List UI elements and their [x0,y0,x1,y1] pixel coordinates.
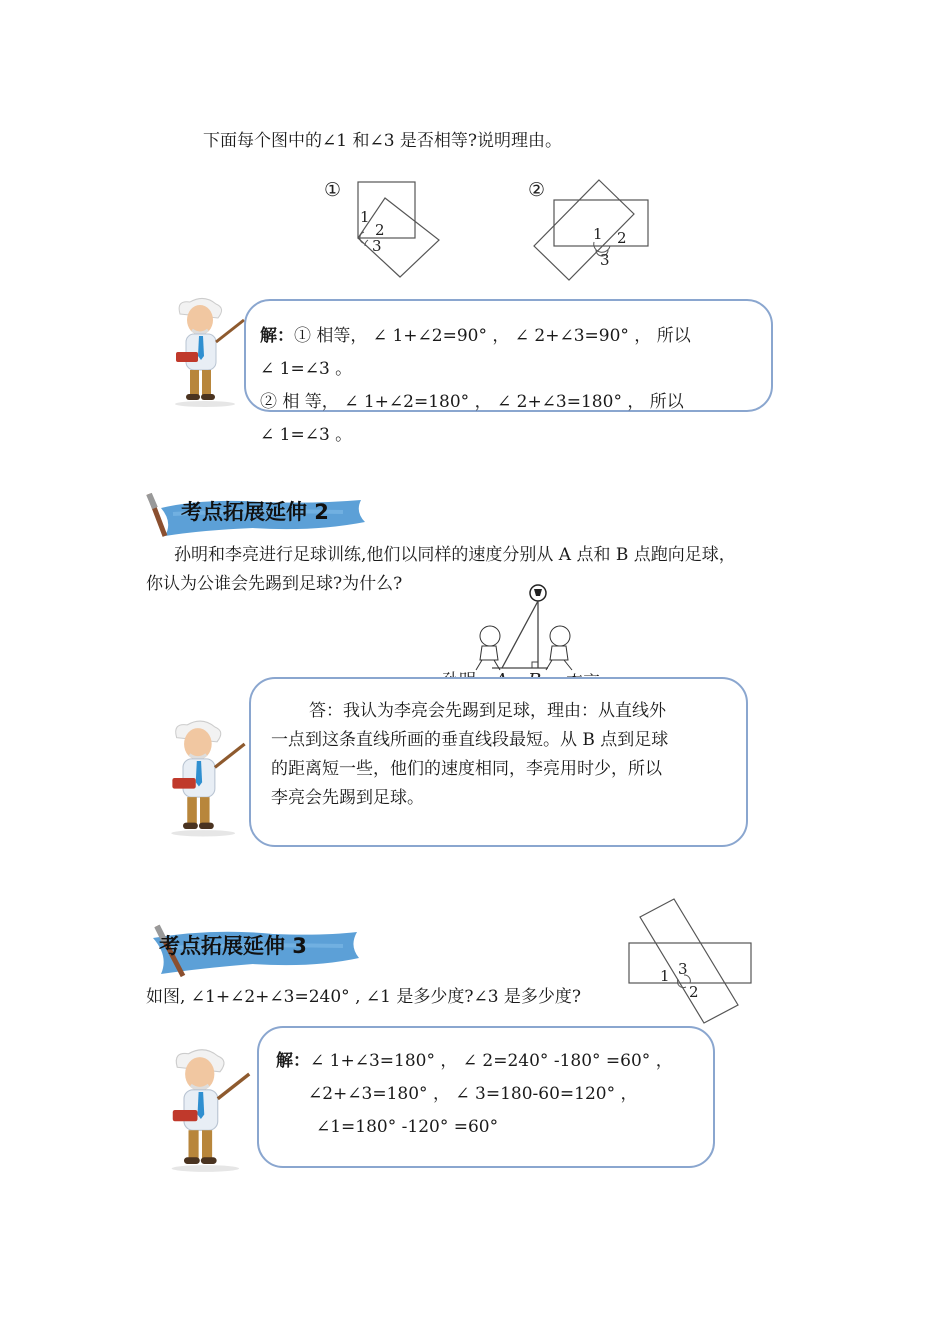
football-distance-figure [436,580,614,692]
teacher-illustration [170,296,250,408]
figure-3-label-3: 3 [678,960,688,978]
solution-1-line-1: 解：① 相等， ∠ 1+∠2=90° ， ∠ 2+∠3=90° ， 所以 [260,326,691,346]
solution-3-line-3: ∠1=180° -120° =60° [316,1117,499,1137]
teacher-illustration [166,1040,256,1180]
figure-3-label-1: 1 [660,967,670,985]
section3-banner [143,924,368,978]
solution-1-prefix: 解： [260,326,294,346]
figure-1-overlapping-squares [322,176,447,284]
figure-2-marker: ② [528,179,546,201]
boy-right-icon [546,626,572,670]
figure-2-label-3: 3 [600,251,610,269]
answer-2-line-1: 答：我认为李亮会先踢到足球，理由：从直线外 [309,701,666,721]
solution-3-line-2: ∠2+∠3=180° ， ∠ 3=180-60=120° ， [308,1084,638,1104]
section2-banner-title: 考点拓展延伸 2 [181,500,329,524]
section2-question-line-1: 孙明和李亮进行足球训练,他们以同样的速度分别从 A 点和 B 点跑向足球， [174,545,736,565]
section2-question-line-2: 你认为公谁会先踢到足球?为什么? [146,574,403,594]
figure-3-crossing-rectangles [626,897,754,1027]
figure-1-marker: ① [324,179,342,201]
figure-1-label-2: 2 [375,221,385,239]
section2-banner [143,492,368,540]
solution-1-line-2: ∠ 1=∠3 。 [260,359,353,379]
section3-question: 如图, ∠1+∠2+∠3=240° , ∠1 是多少度?∠3 是多少度? [146,987,582,1007]
answer-2-line-3: 的距离短一些，他们的速度相同，李亮用时少，所以 [271,759,662,779]
answer-2-line-2: 一点到这条直线所画的垂直线段最短。从 B 点到足球 [271,730,669,750]
figure-3-label-2: 2 [689,983,699,1001]
solution-1-line-3: ② 相 等， ∠ 1+∠2=180° ， ∠ 2+∠3=180° ， 所以 [260,392,684,412]
figure-1-label-3: 3 [372,237,382,255]
teacher-illustration [166,712,251,844]
solution-3-line-1: 解：∠ 1+∠3=180° ， ∠ 2=240° -180° =60° ， [276,1051,673,1071]
solution-1-line-4: ∠ 1=∠3 。 [260,425,353,445]
solution-1-text [260,320,691,452]
answer-2-line-4: 李亮会先踢到足球。 [271,788,424,808]
figure-2-overlapping-rectangles [526,176,656,284]
solution-3-prefix: 解： [276,1051,310,1071]
boy-left-icon [476,626,500,670]
figure-1-label-1: 1 [360,208,370,226]
figure-2-label-2: 2 [617,229,627,247]
solution-3-text [276,1045,673,1144]
answer-2-text [271,697,668,813]
figure-2-label-1: 1 [593,225,603,243]
section3-banner-title: 考点拓展延伸 3 [159,934,307,958]
section1-question: 下面每个图中的∠1 和∠3 是否相等?说明理由。 [203,131,563,151]
